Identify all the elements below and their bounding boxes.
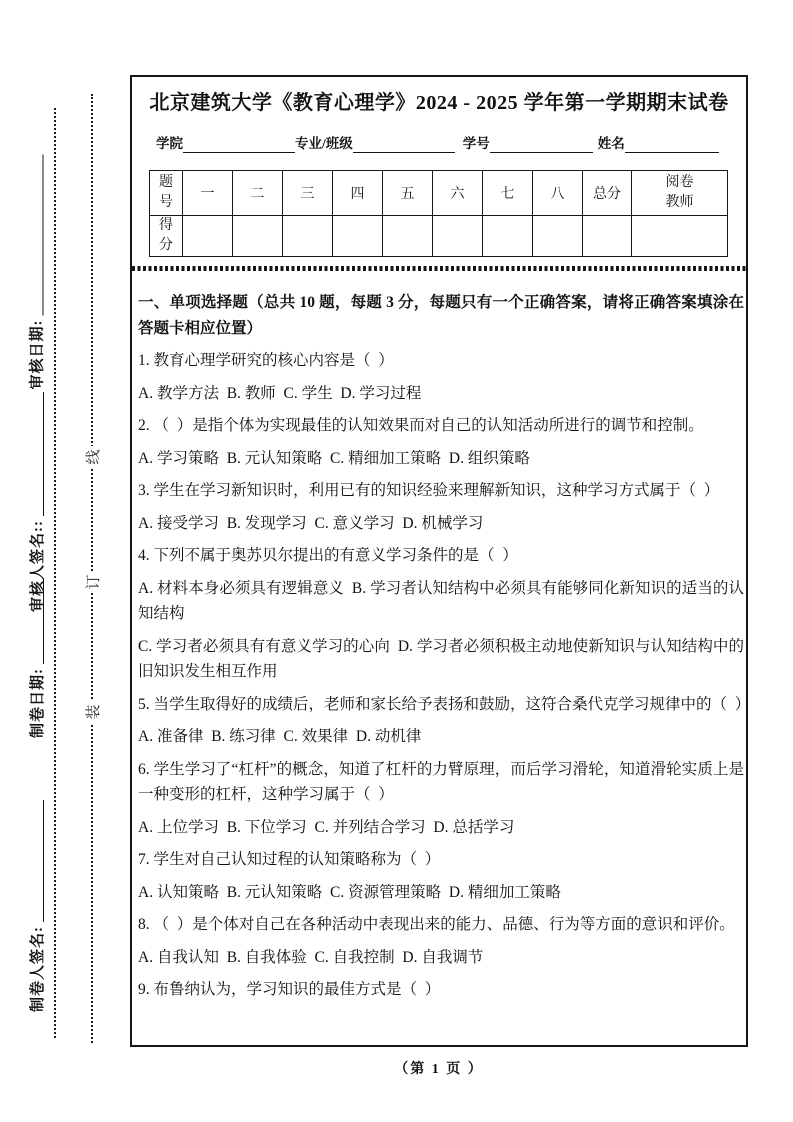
papermaker-signature-field bbox=[25, 800, 47, 1012]
score-cell-grader bbox=[632, 216, 728, 257]
score-cell-8 bbox=[533, 216, 583, 257]
question-2-options: A. 学习策略 B. 元认知策略 C. 精细加工策略 D. 组织策略 bbox=[138, 449, 530, 467]
score-cell-6 bbox=[433, 216, 483, 257]
column-header-2: 二 bbox=[233, 171, 283, 216]
question-9: 9. 布鲁纳认为，学习知识的最佳方式是（ ） bbox=[138, 981, 441, 998]
student-id-label: 学号 bbox=[462, 136, 490, 151]
score-cell-3 bbox=[283, 216, 333, 257]
binding-char-zhuang: 装 bbox=[81, 701, 103, 723]
column-header-5: 五 bbox=[383, 171, 433, 216]
question-6-options: A. 上位学习 B. 下位学习 C. 并列结合学习 D. 总括学习 bbox=[138, 818, 515, 836]
review-date-blank-line bbox=[25, 155, 44, 316]
exam-sheet-box bbox=[130, 75, 751, 1047]
column-header-8: 八 bbox=[533, 171, 583, 216]
question-1: 1. 教育心理学研究的核心内容是（ ） bbox=[138, 352, 394, 369]
page-number: （第 1 页 ） bbox=[394, 1062, 484, 1077]
college-label: 学院 bbox=[156, 136, 183, 151]
binding-char-xian: 线 bbox=[81, 446, 103, 468]
column-header-grader: 阅卷教师 bbox=[632, 171, 728, 216]
page-title: 北京建筑大学《教育心理学》2024 - 2025 学年第一学期期末试卷 bbox=[149, 92, 729, 114]
score-cell-4 bbox=[333, 216, 383, 257]
question-7-options: A. 认知策略 B. 元认知策略 C. 资源管理策略 D. 精细加工策略 bbox=[138, 883, 561, 901]
column-header-4: 四 bbox=[333, 171, 383, 216]
questions-area bbox=[138, 290, 751, 1010]
column-header-total: 总分 bbox=[583, 171, 632, 216]
question-1-options: A. 教学方法 B. 教师 C. 学生 D. 学习过程 bbox=[138, 384, 422, 402]
section-header: 一、单项选择题（总共 10 题，每题 3 分，每题只有一个正确答案，请将正确答案填涂在答题卡相应位置） bbox=[138, 294, 744, 337]
score-table-score-row bbox=[150, 216, 728, 257]
name-label: 姓名 bbox=[597, 136, 625, 151]
student-info-row bbox=[132, 132, 746, 153]
question-8: 8. （ ）是个体对自己在各种活动中表现出来的能力、品德、行为等方面的意识和评价。 bbox=[138, 916, 735, 933]
score-cell-total bbox=[583, 216, 632, 257]
question-4-options-ab: A. 材料本身必须具有逻辑意义 B. 学习者认知结构中必须具有能够同化新知识的适当的认知结构 bbox=[138, 579, 744, 622]
dotted-separator-line bbox=[132, 266, 746, 271]
reviewer-signature-label: 审核人签名:: bbox=[29, 520, 46, 612]
question-number-corner-cell: 题号 bbox=[150, 171, 183, 216]
question-5: 5. 当学生取得好的成绩后，老师和家长给予表扬和鼓励，这符合桑代克学习规律中的（ ） bbox=[138, 695, 751, 713]
score-cell-2 bbox=[233, 216, 283, 257]
papermaking-date-blank-line bbox=[25, 578, 44, 664]
score-table-header-row bbox=[150, 171, 728, 216]
score-cell-7 bbox=[483, 216, 533, 257]
question-6: 6. 学生学习了“杠杆”的概念，知道了杠杆的力臂原理，而后学习滑轮，知道滑轮实质上是一种变形的杠杆，这种学习属于（ ） bbox=[138, 760, 744, 803]
question-3: 3. 学生在学习新知识时，利用已有的知识经验来理解新知识，这种学习方式属于（ ） bbox=[138, 482, 720, 499]
binding-dotted-line-inner bbox=[54, 108, 56, 1038]
review-date-field bbox=[25, 155, 47, 390]
score-cell-1 bbox=[183, 216, 233, 257]
review-date-label: 审核日期: bbox=[29, 319, 45, 390]
major-class-label: 专业/班级 bbox=[295, 136, 353, 151]
papermaker-signature-label: 制卷人签名: bbox=[29, 926, 46, 1012]
name-blank-line bbox=[625, 136, 719, 153]
major-class-blank-line bbox=[353, 136, 455, 153]
question-2: 2. （ ）是指个体为实现最佳的认知效果而对自己的认知活动所进行的调节和控制。 bbox=[138, 417, 704, 434]
college-blank-line bbox=[183, 136, 295, 153]
score-table bbox=[149, 170, 728, 257]
student-id-blank-line bbox=[490, 136, 593, 153]
column-header-1: 一 bbox=[183, 171, 233, 216]
score-row-label-cell: 得分 bbox=[150, 216, 183, 257]
column-header-3: 三 bbox=[283, 171, 333, 216]
papermaking-date-label: 制卷日期: bbox=[29, 668, 46, 738]
question-5-options: A. 准备律 B. 练习律 C. 效果律 D. 动机律 bbox=[138, 728, 422, 745]
column-header-7: 七 bbox=[483, 171, 533, 216]
reviewer-signature-blank-line bbox=[25, 392, 44, 516]
question-8-options: A. 自我认知 B. 自我体验 C. 自我控制 D. 自我调节 bbox=[138, 948, 484, 966]
question-7: 7. 学生对自己认知过程的认知策略称为（ ） bbox=[138, 851, 441, 868]
question-4: 4. 下列不属于奥苏贝尔提出的有意义学习条件的是（ ） bbox=[138, 547, 518, 564]
column-header-6: 六 bbox=[433, 171, 483, 216]
papermaking-date-field bbox=[25, 578, 47, 738]
score-cell-5 bbox=[383, 216, 433, 257]
question-3-options: A. 接受学习 B. 发现学习 C. 意义学习 D. 机械学习 bbox=[138, 514, 484, 532]
question-4-options-cd: C. 学习者必须具有有意义学习的心向 D. 学习者必须积极主动地使新知识与认知结构中的旧知识发生相互作用 bbox=[138, 637, 744, 680]
binding-dotted-line-outer bbox=[91, 94, 93, 1043]
binding-char-ding: 订 bbox=[81, 571, 103, 593]
papermaker-signature-blank-line bbox=[25, 800, 44, 922]
